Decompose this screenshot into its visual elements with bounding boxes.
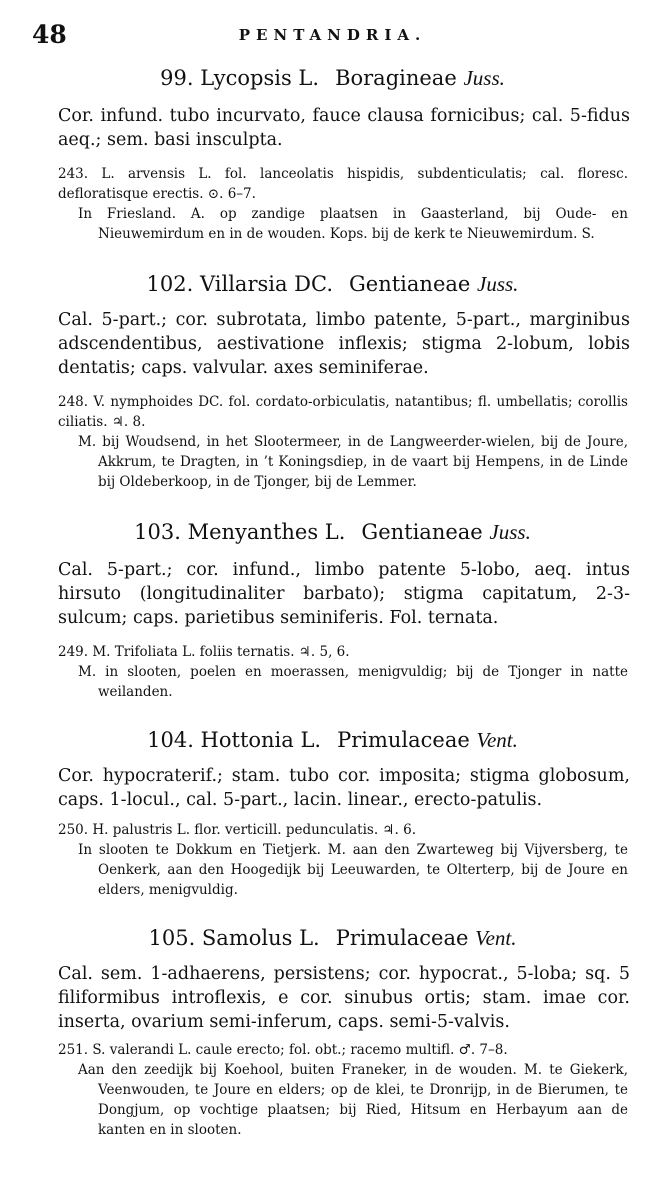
locality-text: M. in slooten, poelen en moerassen, menigvuldig; bij de Tjonger in natte weilanden. [78,664,628,700]
genus-heading [0,728,665,753]
family-name: Gentianeae [361,520,483,544]
family-name: Primulaceae [337,728,470,752]
locality-text: M. bij Woudsend, in het Slootermeer, in de Langweerder-wielen, bij de Joure, Akkrum, te Dragten, in ’t Koningsdiep, in de vaart bij Hempens, in de Linde bij Oldeberkoop, in de Tjonger, bij de Lemmer. [78,434,628,490]
genus-description: Cal. 5-part.; cor. subrotata, limbo patente, 5-part., marginibus adscendentibus, aestivatione inflexis; stigma 2-lobum, lobis dentatis; caps. valvular. axes seminiferae. [58,310,630,378]
species-text: 249. M. Trifoliata L. foliis ternatis. ♃. 5, 6. [58,644,350,660]
genus-name: 99. Lycopsis L. [160,66,320,90]
genus-description: Cor. infund. tubo incurvato, fauce clausa fornicibus; cal. 5-fidus aeq.; sem. basi insculpta. [58,106,630,150]
family-authority: Juss. [489,520,531,544]
genus-name: 103. Menyanthes L. [134,520,346,544]
locality-text: Aan den zeedijk bij Koehool, buiten Franeker, in de wouden. M. te Giekerk, Veenwouden, te Joure en elders; op de klei, te Dronrijp, in de Bierumen, te Dongjum, op vochtige plaatsen; bij Ried, Hitsum en Herbayum aan de kanten en in slooten. [78,1062,628,1138]
species-entry [58,642,628,702]
genus-description: Cal. 5-part.; cor. infund., limbo patente 5-lobo, aeq. intus hirsuto (longitudinaliter barbato); stigma capitatum, 2-3-sulcum; caps. parietibus seminiferis. Fol. ternata. [58,560,630,628]
family-name: Primulaceae [335,926,469,950]
genus-name: 102. Villarsia DC. [146,272,334,296]
genus-heading [0,520,665,545]
species-text: 251. S. valerandi L. caule erecto; fol. obt.; racemo multifl. ♂. 7–8. [58,1042,508,1058]
species-entry [58,164,628,244]
species-entry [58,1040,628,1140]
species-text: 250. H. palustris L. flor. verticill. pedunculatis. ♃. 6. [58,822,416,838]
genus-description: Cal. sem. 1-adhaerens, persistens; cor. hypocrat., 5-loba; sq. 5 filiformibus introflexis, e cor. sinubus ortis; stam. imae cor. inserta, ovarium semi-inferum, caps. semi-5-valvis. [58,964,630,1032]
family-authority: Juss. [477,272,519,296]
locality-text: In slooten te Dokkum en Tietjerk. M. aan den Zwarteweg bij Vijversberg, te Oenkerk, aan den Hoogedijk bij Leeuwarden, te Olterterp, bij de Joure en elders, menigvuldig. [78,842,628,898]
genus-heading [0,66,665,91]
locality-text: In Friesland. A. op zandige plaatsen in Gaasterland, bij Oude- en Nieuwemirdum en in de wouden. Kops. bij de kerk te Nieuwemirdum. S. [78,206,628,242]
genus-heading [0,272,665,297]
family-authority: Vent. [475,926,517,950]
family-authority: Vent. [476,728,518,752]
species-text: 243. L. arvensis L. fol. lanceolatis hispidis, subdenticulatis; cal. floresc. defloratisque erectis. ⊙. 6–7. [58,166,628,202]
species-text: 248. V. nymphoides DC. fol. cordato-orbiculatis, natantibus; fl. umbellatis; corollis ciliatis. ♃. 8. [58,394,628,430]
species-entry [58,820,628,900]
family-name: Gentianeae [349,272,471,296]
page-number: 48 [32,20,67,49]
species-entry [58,392,628,492]
running-title: PENTANDRIA. [238,26,427,44]
genus-description: Cor. hypocraterif.; stam. tubo cor. imposita; stigma globosum, caps. 1-locul., cal. 5-part., lacin. linear., erecto-patulis. [58,766,630,810]
family-authority: Juss. [463,66,505,90]
genus-name: 105. Samolus L. [148,926,320,950]
family-name: Boragineae [335,66,457,90]
genus-heading [0,926,665,951]
genus-name: 104. Hottonia L. [147,728,322,752]
